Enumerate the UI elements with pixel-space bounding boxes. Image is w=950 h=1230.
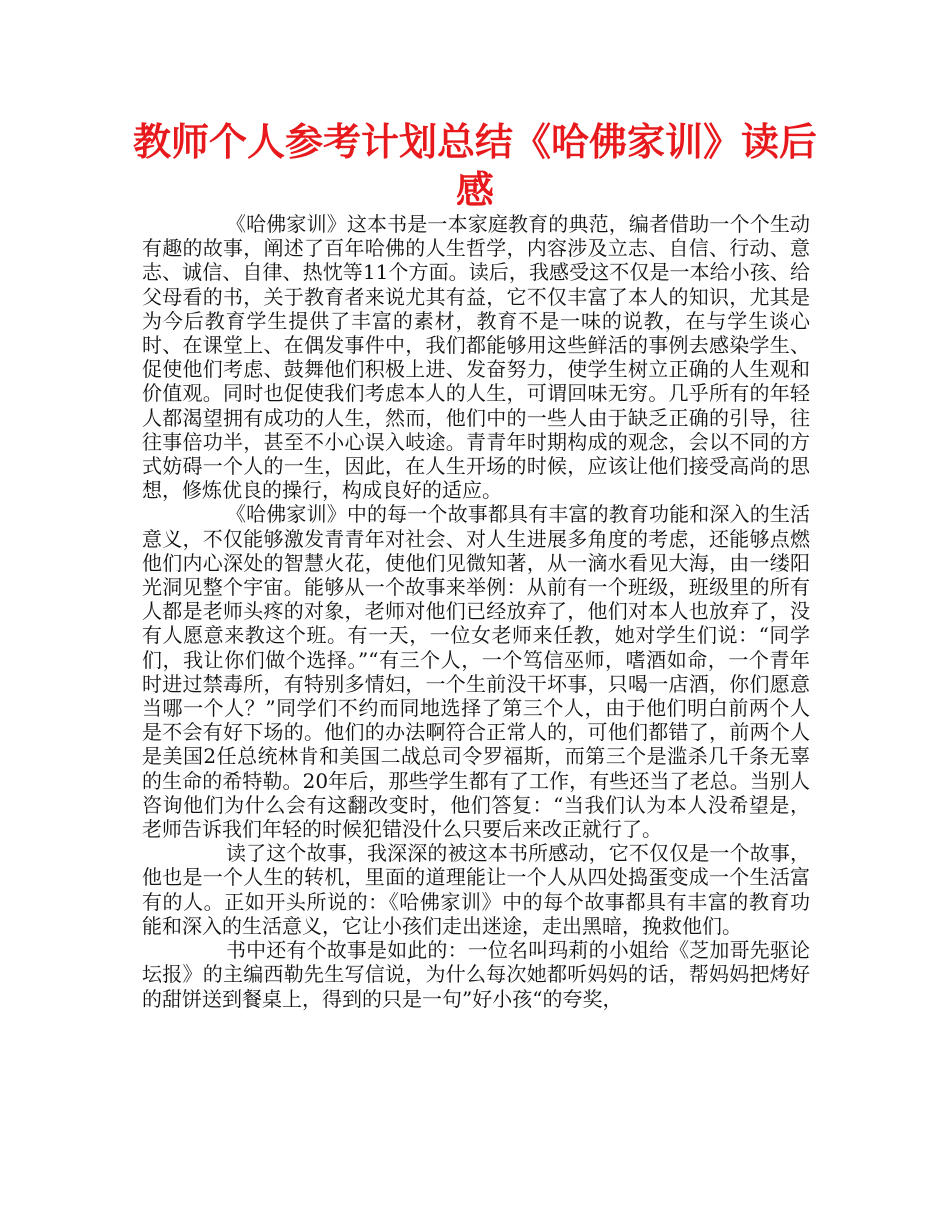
document-title: 教师个人参考计划总结《哈佛家训》读后感 <box>132 120 817 212</box>
document-body <box>142 212 810 1011</box>
paragraph-1: 《哈佛家训》这本书是一本家庭教育的典范，编者借助一个个生动有趣的故事，阐述了百年哈佛的人生哲学，内容涉及立志、自信、行动、意志、诚信、自律、热忱等11个方面。读后，我感受这不仅是一本给小孩、给父母看的书，关于教育者来说尤其有益，它不仅丰富了本人的知识，尤其是为今后教育学生提供了丰富的素材，教育不是一味的说教，在与学生谈心时、在课堂上、在偶发事件中，我们都能够用这些鲜活的事例去感染学生、促使他们考虑、鼓舞他们积极上进、发奋努力，使学生树立正确的人生观和价值观。同时也促使我们考虑本人的人生，可谓回味无穷。几乎所有的年轻人都渴望拥有成功的人生，然而，他们中的一些人由于缺乏正确的引导，往往事倍功半，甚至不小心误入岐途。青青年时期构成的观念，会以不同的方式妨碍一个人的一生，因此，在人生开场的时候，应该让他们接受高尚的思想，修炼优良的操行，构成良好的适应。 <box>142 212 810 503</box>
paragraph-2: 《哈佛家训》中的每一个故事都具有丰富的教育功能和深入的生活意义，不仅能够激发青青年对社会、对人生进展多角度的考虑，还能够点燃他们内心深处的智慧火花，使他们见微知著，从一滴水看见大海，由一缕阳光洞见整个宇宙。能够从一个故事来举例：从前有一个班级，班级里的所有人都是老师头疼的对象，老师对他们已经放弃了，他们对本人也放弃了，没有人愿意来教这个班。有一天，一位女老师来任教，她对学生们说：“同学们，我让你们做个选择。”“有三个人，一个笃信巫师，嗜酒如命，一个青年时进过禁毒所，有特别多情妇，一个生前没干坏事，只喝一店酒，你们愿意当哪一个人？”同学们不约而同地选择了第三个人，由于他们明白前两个人是不会有好下场的。他们的办法啊符合正常人的，可他们都错了，前两个人是美国2任总统林肯和美国二战总司令罗福斯，而第三个是滥杀几千条无辜的生命的希特勒。20年后，那些学生都有了工作，有些还当了老总。当别人咨询他们为什么会有这翻改变时，他们答复：“当我们认为本人没希望是，老师告诉我们年轻的时候犯错没什么只要后来改正就行了。 <box>142 502 810 842</box>
paragraph-3: 读了这个故事，我深深的被这本书所感动，它不仅仅是一个故事，他也是一个人生的转机，里面的道理能让一个人从四处捣蛋变成一个生活富有的人。正如开头所说的：《哈佛家训》中的每个故事都具有丰富的教育功能和深入的生活意义，它让小孩们走出迷途，走出黑暗，挽救他们。 <box>142 841 810 938</box>
paragraph-4: 书中还有个故事是如此的：一位名叫玛莉的小姐给《芝加哥先驱论坛报》的主编西勒先生写信说，为什么每次她都听妈妈的话，帮妈妈把烤好的甜饼送到餐桌上，得到的只是一句”好小孩“的夸奖， <box>142 938 810 1011</box>
